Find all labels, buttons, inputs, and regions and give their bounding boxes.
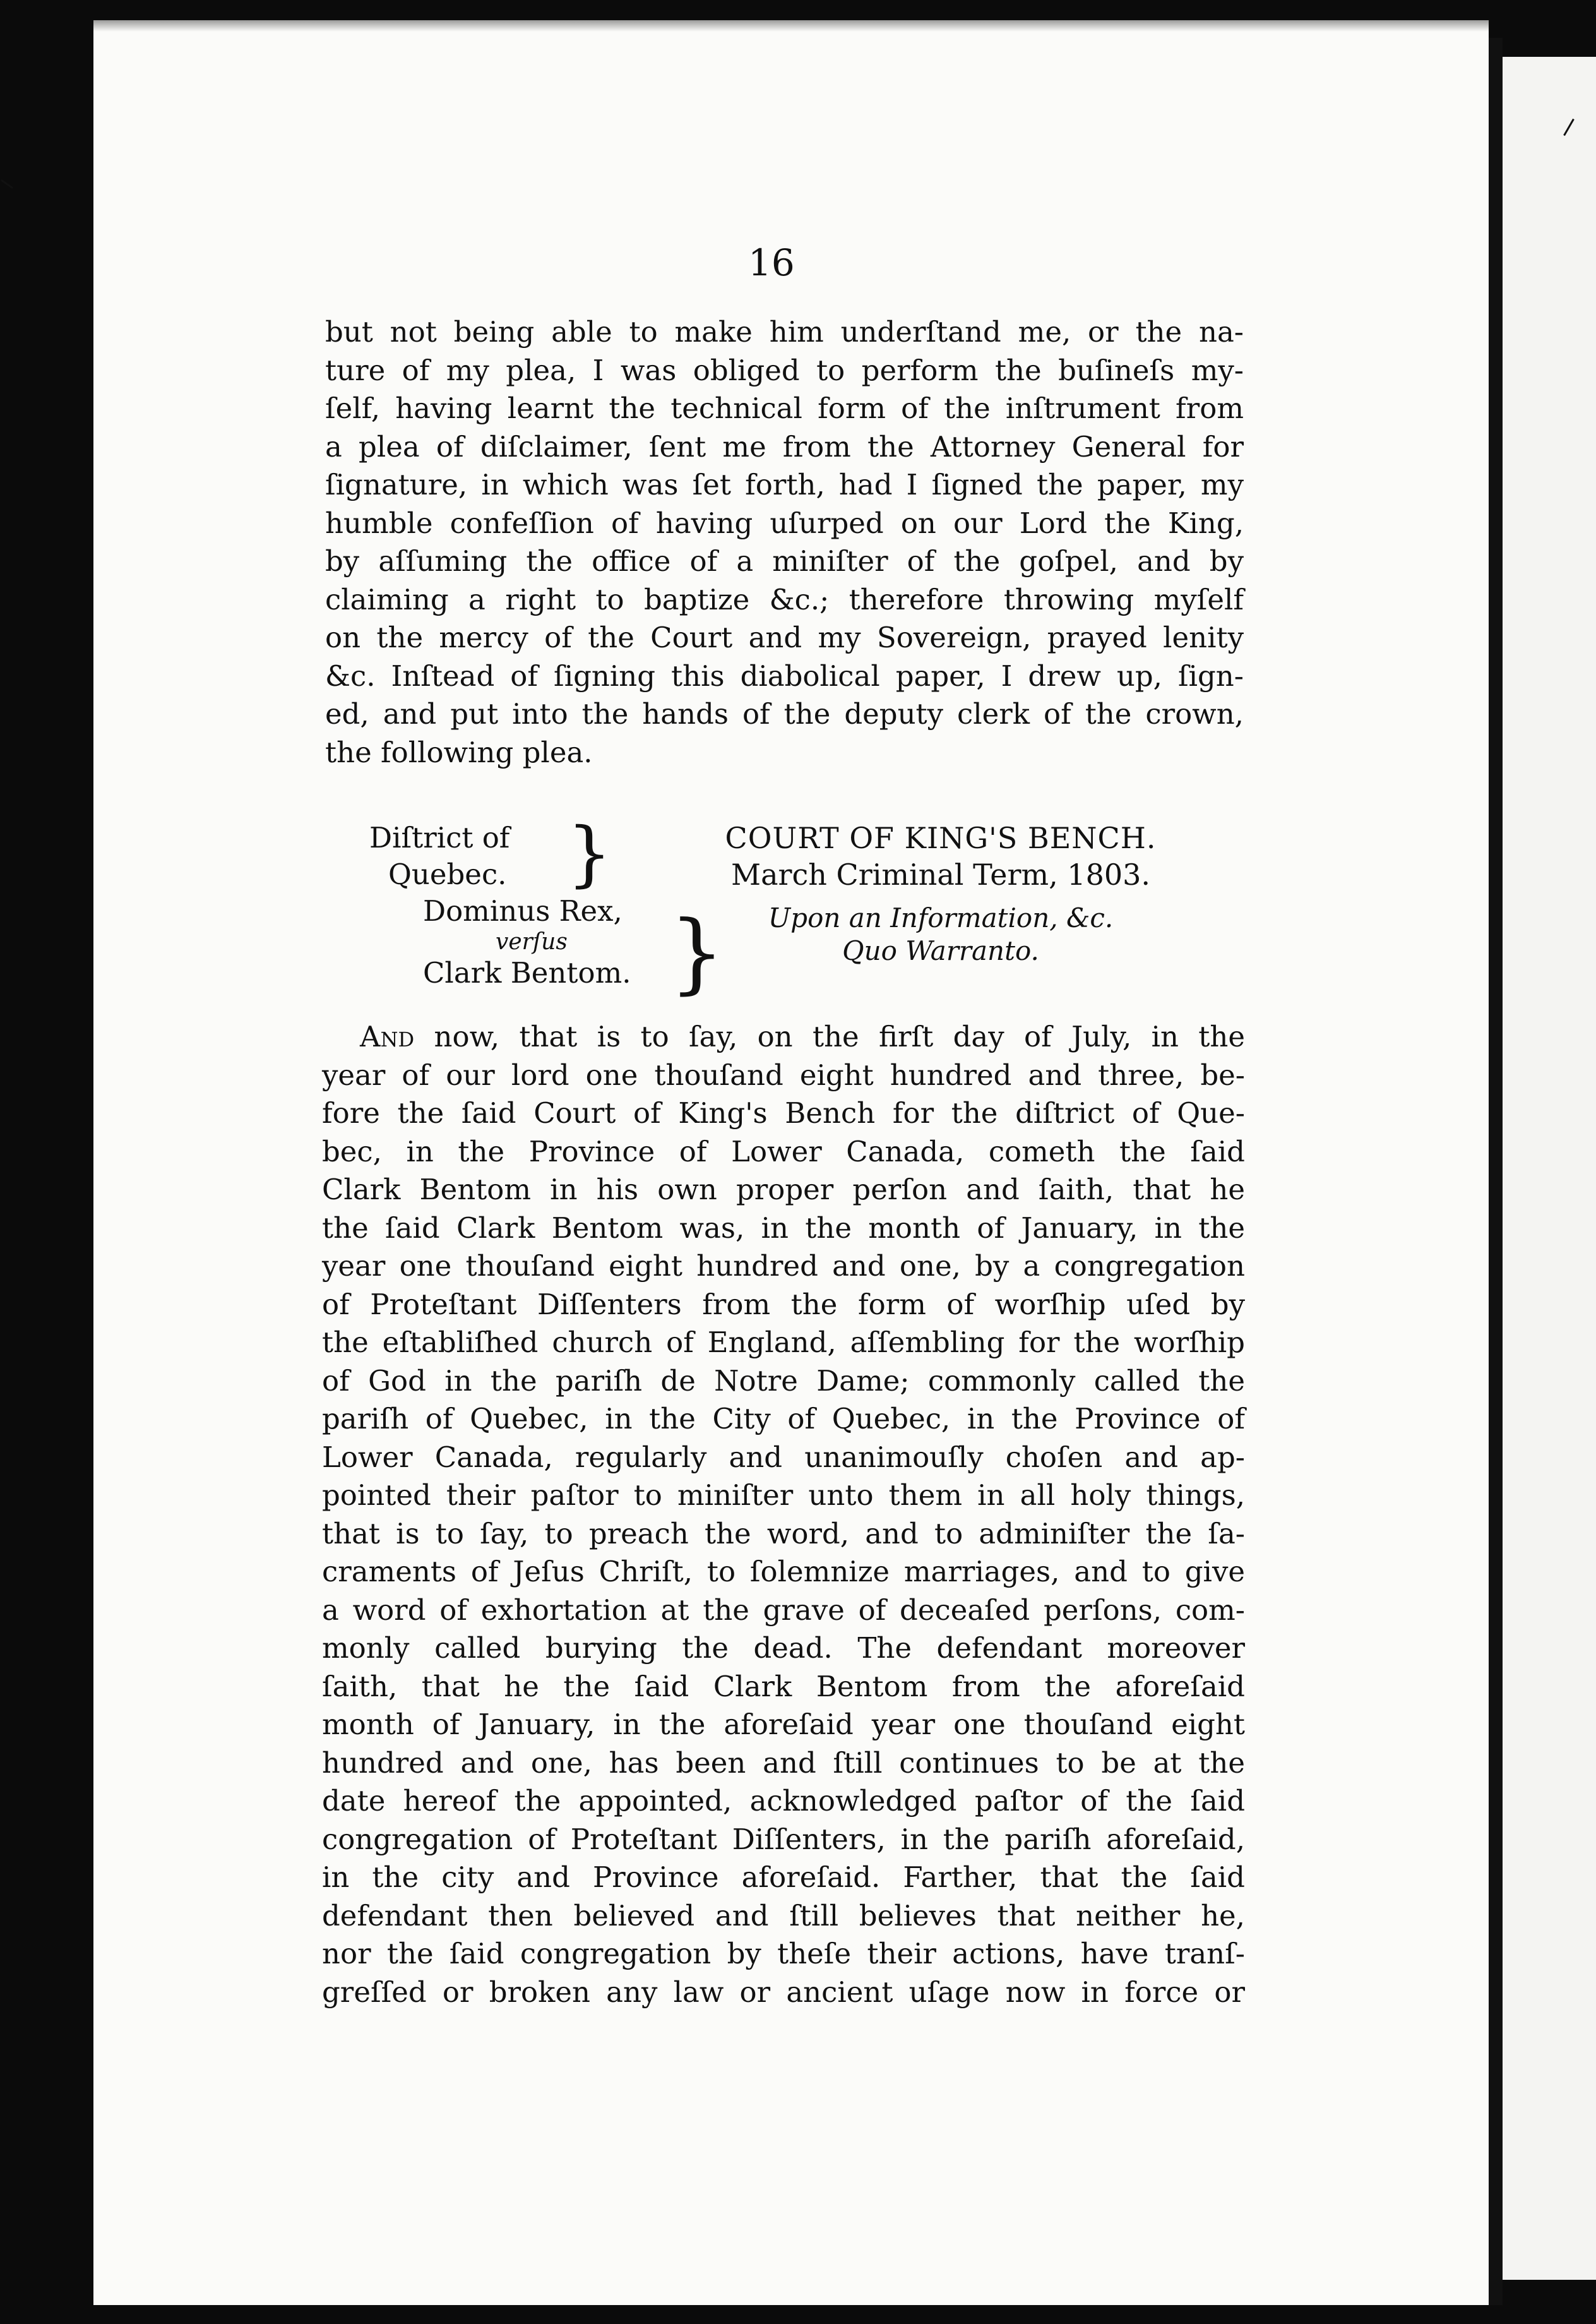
- text-line: pointed their paſtor to miniſter unto them in all holy things,: [322, 1478, 1245, 1512]
- text-line: ed, and put into the hands of the deputy clerk of the crown,: [325, 697, 1244, 731]
- scan-mark: [1, 179, 13, 189]
- text-line: the following plea.: [325, 735, 593, 769]
- brace-district: }: [567, 813, 612, 895]
- lead-word: And: [360, 1020, 415, 1053]
- text-line: month of January, in the aforeſaid year one thouſand eight: [322, 1708, 1245, 1741]
- text-line: &c. Inſtead of ſigning this diabolical paper, I drew up, ſign-: [325, 659, 1244, 693]
- text-line: Clark Bentom in his own proper perſon and ſaith, that he: [322, 1173, 1245, 1206]
- text-line: Lower Canada, regularly and unanimouſly choſen and ap-: [322, 1440, 1245, 1474]
- page-number: 16: [748, 241, 795, 284]
- plaintiff: Dominus Rex,: [423, 894, 622, 928]
- text-line: the eſtabliſhed church of England, aſſembling for the worſhip: [322, 1326, 1245, 1359]
- facing-page-edge: [1503, 57, 1596, 2280]
- proceeding-type: Upon an Information, &c.: [768, 902, 1114, 933]
- text-line: ture of my plea, I was obliged to perform the buſineſs my-: [325, 353, 1244, 387]
- text-line: craments of Jeſus Chriſt, to ſolemnize marriages, and to give: [322, 1555, 1245, 1588]
- text-line: by aſſuming the office of a miniſter of the goſpel, and by: [325, 544, 1244, 578]
- text-line: ſignature, in which was ſet forth, had I ſigned the paper, my: [325, 468, 1244, 501]
- text-line: defendant then believed and ſtill believes that neither he,: [322, 1898, 1245, 1932]
- text-line: claiming a right to baptize &c.; therefore throwing myſelf: [325, 582, 1244, 616]
- text-line: monly called burying the dead. The defendant moreover: [322, 1631, 1245, 1665]
- district-line: Diſtrict of: [369, 821, 510, 854]
- versus-label: verſus: [496, 929, 568, 955]
- text-line: a plea of diſclaimer, ſent me from the Attorney General for: [325, 429, 1244, 464]
- text-line: [322, 1018, 1245, 1057]
- text-line: that is to ſay, to preach the word, and to adminiſter the ſa-: [322, 1516, 1245, 1550]
- text-line: humble confeſſion of having uſurped on our Lord the King,: [325, 506, 1244, 540]
- text-line: ſaith, that he the ſaid Clark Bentom from the aforeſaid: [322, 1669, 1245, 1703]
- court-term: March Criminal Term, 1803.: [730, 858, 1150, 892]
- text-line: the ſaid Clark Bentom was, in the month of January, in the: [322, 1211, 1245, 1245]
- court-name: COURT OF KING'S BENCH.: [725, 821, 1157, 855]
- brace-parties: }: [669, 902, 725, 1003]
- case-caption-right: [676, 820, 1206, 967]
- text-line: year one thouſand eight hundred and one, by a congregation: [322, 1249, 1245, 1283]
- text-line: nor the ſaid congregation by theſe their actions, have tranſ-: [322, 1937, 1245, 1970]
- text-line: bec, in the Province of Lower Canada, cometh the ſaid: [322, 1134, 1245, 1168]
- text-line-rest: now, that is to ſay, on the firſt day of July, in the: [414, 1020, 1245, 1053]
- page-top-edge: [93, 20, 1489, 32]
- text-line: a word of exhortation at the grave of deceaſed perſons, com-: [322, 1593, 1245, 1627]
- paragraph-intro: [325, 313, 1244, 772]
- district-line: Quebec.: [388, 858, 507, 891]
- text-line: ſelf, having learnt the technical form of the inſtrument from: [325, 392, 1244, 425]
- text-line: but not being able to make him underſtand me, or the na-: [325, 315, 1244, 349]
- text-line: date hereof the appointed, acknowledged paſtor of the ſaid: [322, 1784, 1245, 1818]
- page-gutter: [1489, 38, 1503, 2305]
- text-line: of Proteſtant Diſſenters from the form of worſhip uſed by: [322, 1287, 1245, 1321]
- text-line: greſſed or broken any law or ancient uſage now in force or: [322, 1975, 1245, 2009]
- text-line: hundred and one, has been and ſtill continues to be at the: [322, 1746, 1245, 1780]
- text-line: fore the ſaid Court of King's Bench for the diſtrict of Que-: [322, 1096, 1245, 1130]
- text-line: congregation of Proteſtant Diſſenters, in the pariſh aforeſaid,: [322, 1822, 1245, 1856]
- text-line: on the mercy of the Court and my Sovereign, prayed lenity: [325, 621, 1244, 654]
- defendant: Clark Bentom.: [423, 956, 631, 990]
- text-line: in the city and Province aforeſaid. Farther, that the ſaid: [322, 1860, 1245, 1894]
- paragraph-plea: [322, 1018, 1245, 2011]
- writ-name: Quo Warranto.: [842, 935, 1039, 966]
- text-line: pariſh of Quebec, in the City of Quebec, in the Province of: [322, 1402, 1245, 1435]
- text-line: year of our lord one thouſand eight hundred and three, be-: [322, 1058, 1245, 1092]
- text-line: of God in the pariſh de Notre Dame; commonly called the: [322, 1363, 1245, 1398]
